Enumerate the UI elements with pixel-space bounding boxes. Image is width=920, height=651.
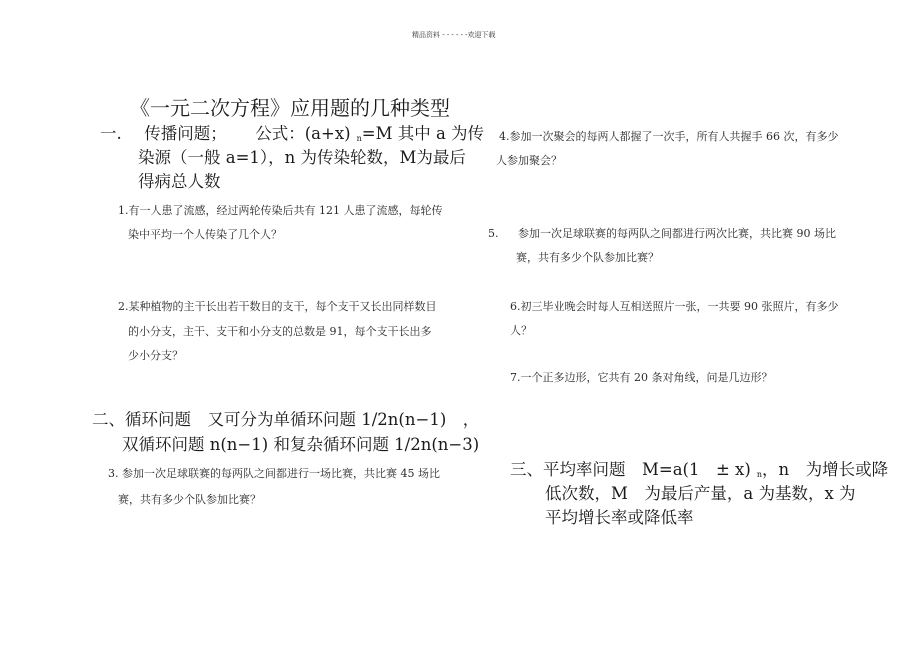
section3-formula-rest: ，n 为增长或降: [761, 460, 889, 479]
question-6-line1: 6.初三毕业晚会时每人互相送照片一张，一共要 90 张照片，有多少: [510, 300, 839, 313]
section1-line2: 染源（一般 a=1），n 为传染轮数，M为最后: [138, 148, 466, 167]
question-1-line1: 1.有一人患了流感，经过两轮传染后共有 121 人患了流感，每轮传: [118, 204, 443, 217]
section3-formula-exponent: n: [756, 470, 762, 479]
question-1-line2: 染中平均一个人传染了几个人？: [128, 228, 282, 241]
section3-formula: 三、平均率问题 M=a(1 ± x): [510, 460, 751, 479]
section1-formula: (a+x): [304, 124, 351, 143]
section3-line2: 低次数，M 为最后产量，a 为基数，x 为: [545, 484, 856, 503]
question-6-line2: 人？: [510, 324, 532, 337]
section3-line1: [510, 458, 888, 485]
section1-heading: [100, 122, 484, 149]
question-4-line2: 人参加聚会？: [496, 154, 562, 167]
section2-line1: 二、循环问题 又可分为单循环问题 1/2n(n−1) ，: [92, 410, 480, 429]
question-4-line1: 4.参加一次聚会的每两人都握了一次手，所有人共握手 66 次，有多少: [499, 130, 839, 143]
question-3-line2: 赛，共有多少个队参加比赛？: [118, 493, 261, 506]
question-2-line2: 的小分支，主干、支干和小分支的总数是 91，每个支干长出多: [128, 325, 432, 338]
section3-line3: 平均增长率或降低率: [545, 508, 694, 527]
section1-title: 传播问题；: [144, 124, 227, 143]
section1-formula-rest: =M 其中 a 为传: [361, 124, 485, 143]
question-5-number: 5.: [488, 227, 499, 240]
question-2-line1: 2.某种植物的主干长出若干数目的支干，每个支干又长出同样数目: [118, 300, 437, 313]
section2-line2: 双循环问题 n(n−1) 和复杂循环问题 1/2n(n−3): [122, 435, 480, 454]
question-7-line1: 7.一个正多边形，它共有 20 条对角线，问是几边形？: [510, 371, 773, 384]
page-header: 精品资料 - - - - - -欢迎下载: [412, 31, 496, 39]
section1-number: 一.: [100, 124, 122, 143]
question-5-line1: 参加一次足球联赛的每两队之间都进行两次比赛，共比赛 90 场比: [518, 227, 836, 240]
question-5-line2: 赛，共有多少个队参加比赛？: [516, 251, 659, 264]
section1-formula-exponent: n: [356, 134, 362, 143]
question-3-line1: 3. 参加一次足球联赛的每两队之间都进行一场比赛，共比赛 45 场比: [108, 467, 440, 480]
page-title: 《一元二次方程》应用题的几种类型: [130, 96, 450, 120]
section1-formula-label: 公式：: [255, 124, 305, 143]
section1-line3: 得病总人数: [138, 172, 221, 191]
question-2-line3: 少小分支？: [128, 349, 183, 362]
